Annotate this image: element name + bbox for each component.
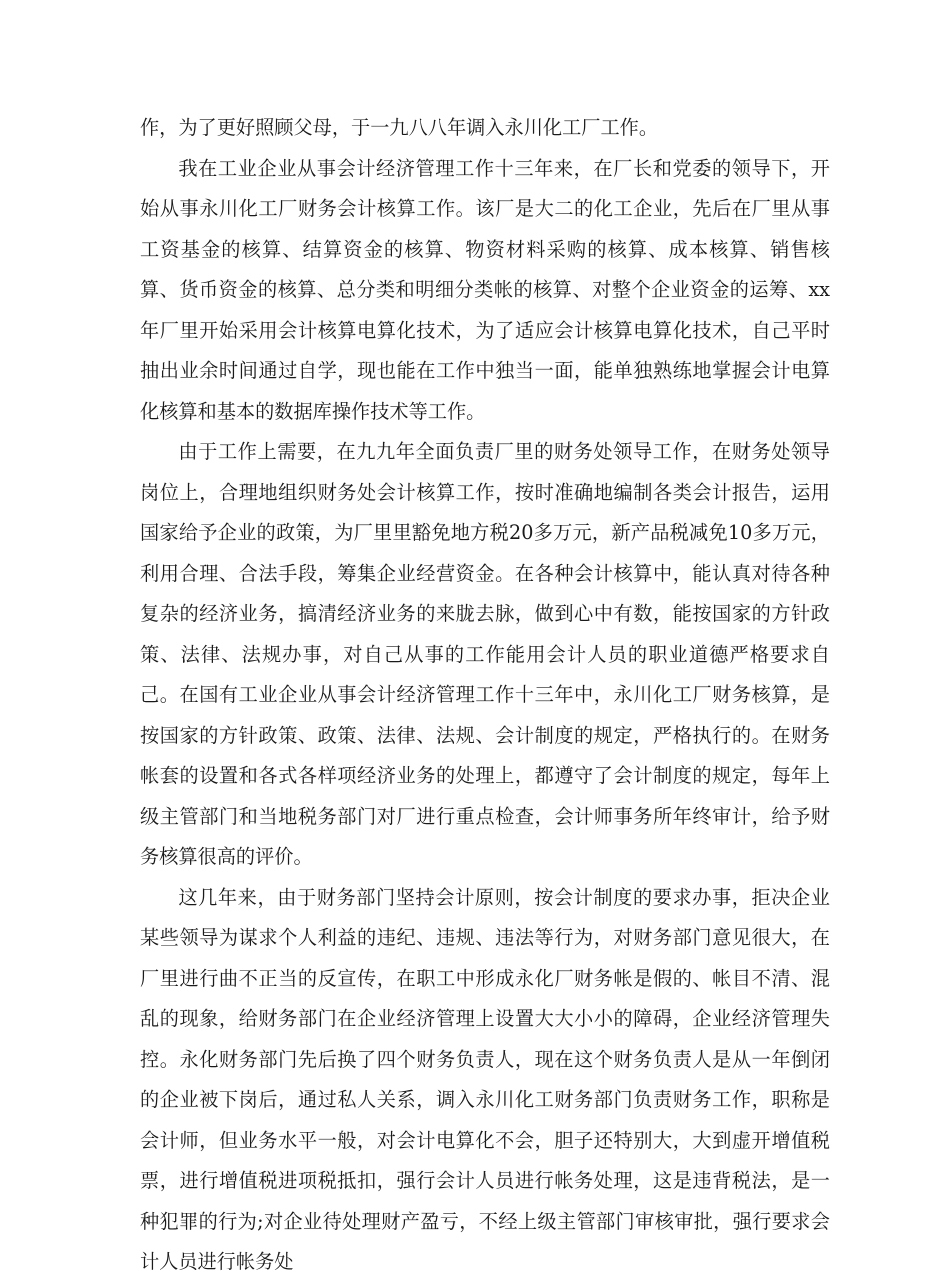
paragraph-recent-years: 这几年来，由于财务部门坚持会计原则，按会计制度的要求办事，拒决企业某些领导为谋求个人利益的违纪、违规、违法等行为，对财务部门意见很大，在厂里进行曲不正当的反宣传，在职工中形成永化厂财务帐是假的、帐目不清、混乱的现象，给财务部门在企业经济管理上设置大大小小的障碍，企业经济管理失控。永化财务部门先后换了四个财务负责人，现在这个财务负责人是从一年倒闭的企业被下岗后，通过私人关系，调入永川化工财务部门负责财务工作，职称是会计师，但业务水平一般，对会计电算化不会，胆子还特别大，大到虚开增值税票，进行增值税进项税抵扣，强行会计人员进行帐务处理，这是违背税法，是一种犯罪的行为;对企业待处理财产盈亏，不经上级主管部门审核审批，强行要求会计人员进行帐务处 (140, 885, 830, 1273)
paragraph-accounting-experience: 我在工业企业从事会计经济管理工作十三年来，在厂长和党委的领导下，开始从事永川化工厂财务会计核算工作。该厂是大二的化工企业，先后在厂里从事工资基金的核算、结算资金的核算、物资材料采购的核算、成本核算、销售核算、货币资金的核算、总分类和明细分类帐的核算、对整个企业资金的运筹、xx年厂里开始采用会计核算电算化技术，为了适应会计核算电算化技术，自己平时抽出业余时间通过自学，现也能在工作中独当一面，能单独熟练地掌握会计电算化核算和基本的数据库操作技术等工作。 (140, 156, 830, 423)
paragraph-continuation: 作，为了更好照顾父母，于一九八八年调入永川化工厂工作。 (140, 116, 659, 139)
paragraph-finance-leadership: 由于工作上需要，在九九年全面负责厂里的财务处领导工作，在财务处领导岗位上，合理地组织财务处会计核算工作，按时准确地编制各类会计报告，运用国家给予企业的政策，为厂里里豁免地方税20多万元，新产品税减免10多万元，利用合理、合法手段，筹集企业经营资金。在各种会计核算中，能认真对待各种复杂的经济业务，搞清经济业务的来胧去脉，做到心中有数，能按国家的方针政策、法律、法规办事，对自己从事的工作能用会计人员的职业道德严格要求自己。在国有工业企业从事会计经济管理工作十三年中，永川化工厂财务核算，是按国家的方针政策、政策、法律、法规、会计制度的规定，严格执行的。在财务帐套的设置和各式各样项经济业务的处理上，都遵守了会计制度的规定，每年上级主管部门和当地税务部门对厂进行重点检查，会计师事务所年终审计，给予财务核算很高的评价。 (140, 440, 830, 868)
document-body (140, 108, 830, 1283)
